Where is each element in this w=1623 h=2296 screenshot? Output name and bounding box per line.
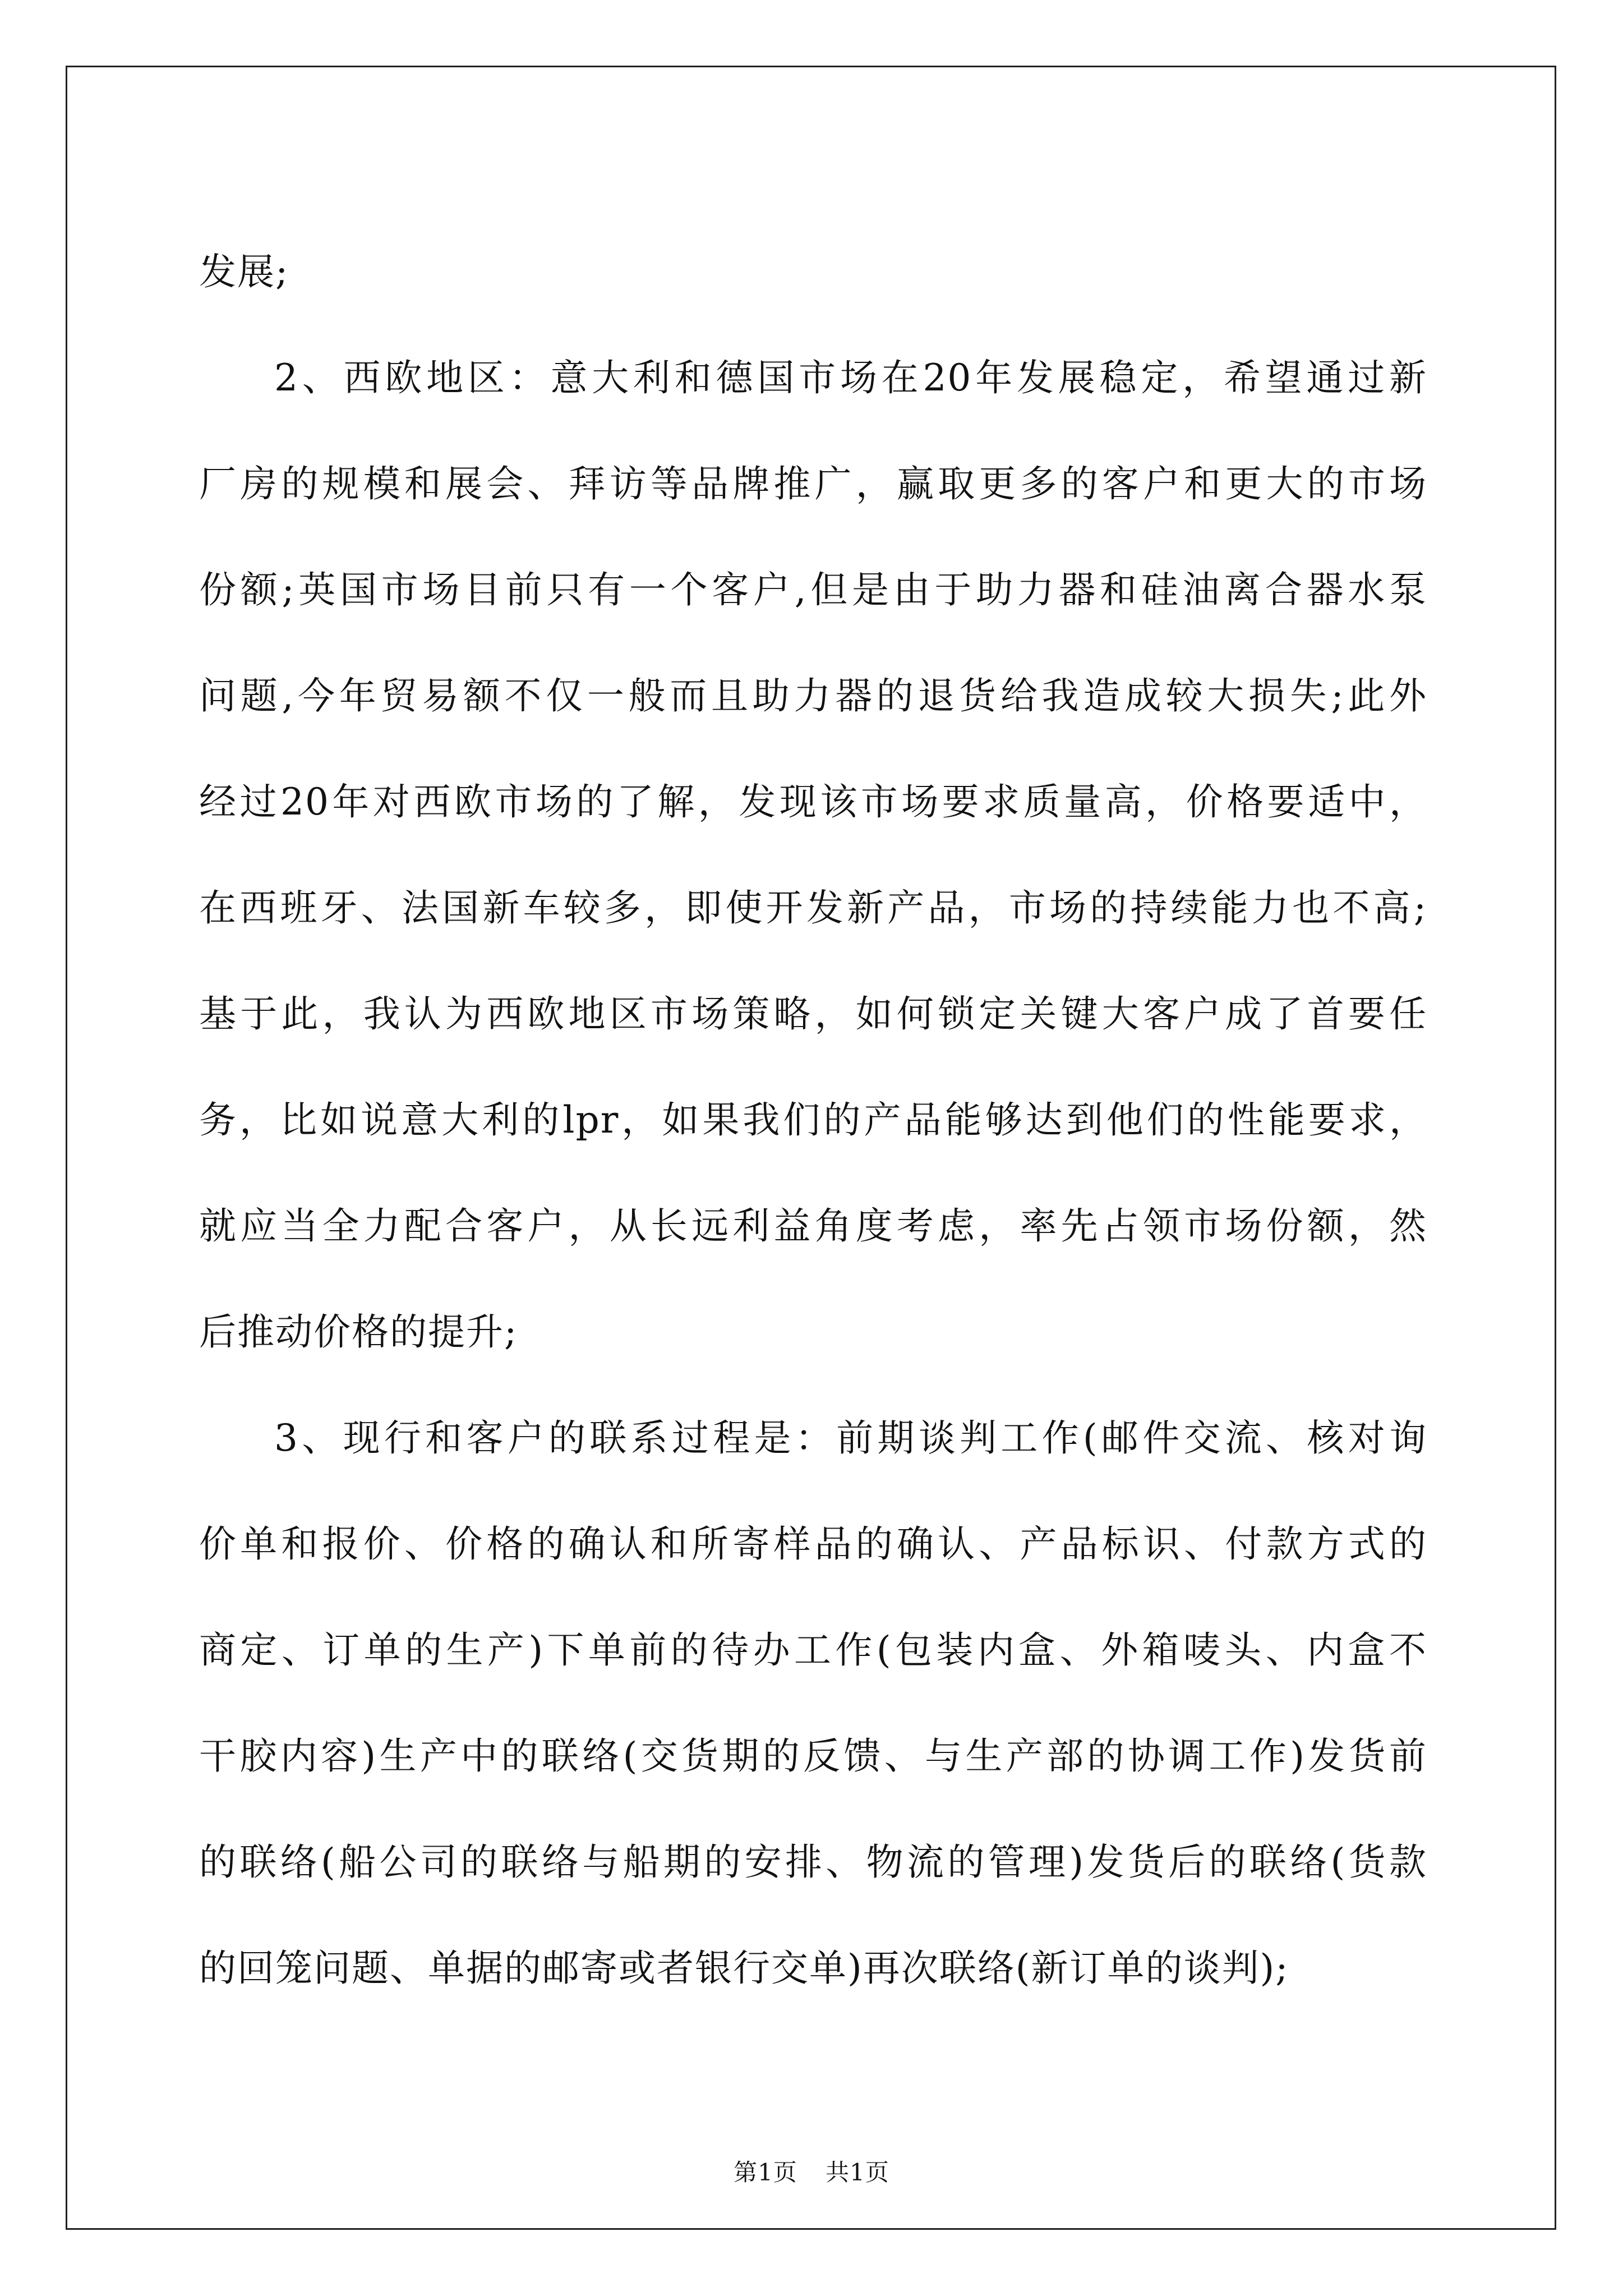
page-footer bbox=[0, 2154, 1623, 2188]
page-number-current: 第1页 bbox=[734, 2159, 797, 2186]
body-line-9: 务，比如说意大利的lpr，如果我们的产品能够达到他们的性能要求， bbox=[199, 1098, 1427, 1142]
body-line-2: 2、西欧地区：意大利和德国市场在20年发展稳定，希望通过新 bbox=[274, 356, 1427, 399]
body-line-15: 干胶内容)生产中的联络(交货期的反馈、与生产部的协调工作)发货前 bbox=[199, 1734, 1427, 1778]
body-line-13: 价单和报价、价格的确认和所寄样品的确认、产品标识、付款方式的 bbox=[199, 1522, 1427, 1566]
body-line-12: 3、现行和客户的联系过程是：前期谈判工作(邮件交流、核对询 bbox=[274, 1416, 1427, 1460]
body-line-5: 问题,今年贸易额不仅一般而且助力器的退货给我造成较大损失;此外 bbox=[199, 674, 1427, 717]
body-line-6: 经过20年对西欧市场的了解，发现该市场要求质量高，价格要适中， bbox=[199, 780, 1427, 823]
body-line-17: 的回笼问题、单据的邮寄或者银行交单)再次联络(新订单的谈判); bbox=[199, 1947, 1289, 1990]
body-line-7: 在西班牙、法国新车较多，即使开发新产品，市场的持续能力也不高; bbox=[199, 886, 1427, 930]
body-line-11: 后推动价格的提升; bbox=[199, 1310, 518, 1354]
body-line-3: 厂房的规模和展会、拜访等品牌推广，赢取更多的客户和更大的市场 bbox=[199, 462, 1427, 505]
document-body bbox=[199, 219, 1427, 2021]
body-line-8: 基于此，我认为西欧地区市场策略，如何锁定关键大客户成了首要任 bbox=[199, 992, 1427, 1036]
body-line-1: 发展; bbox=[199, 250, 289, 293]
body-line-16: 的联络(船公司的联络与船期的安排、物流的管理)发货后的联络(货款 bbox=[199, 1841, 1427, 1884]
body-line-4: 份额;英国市场目前只有一个客户,但是由于助力器和硅油离合器水泵 bbox=[199, 568, 1427, 611]
page-number-total: 共1页 bbox=[826, 2159, 889, 2186]
body-line-10: 就应当全力配合客户，从长远利益角度考虑，率先占领市场份额，然 bbox=[199, 1204, 1427, 1248]
body-line-14: 商定、订单的生产)下单前的待办工作(包装内盒、外箱唛头、内盒不 bbox=[199, 1628, 1427, 1672]
